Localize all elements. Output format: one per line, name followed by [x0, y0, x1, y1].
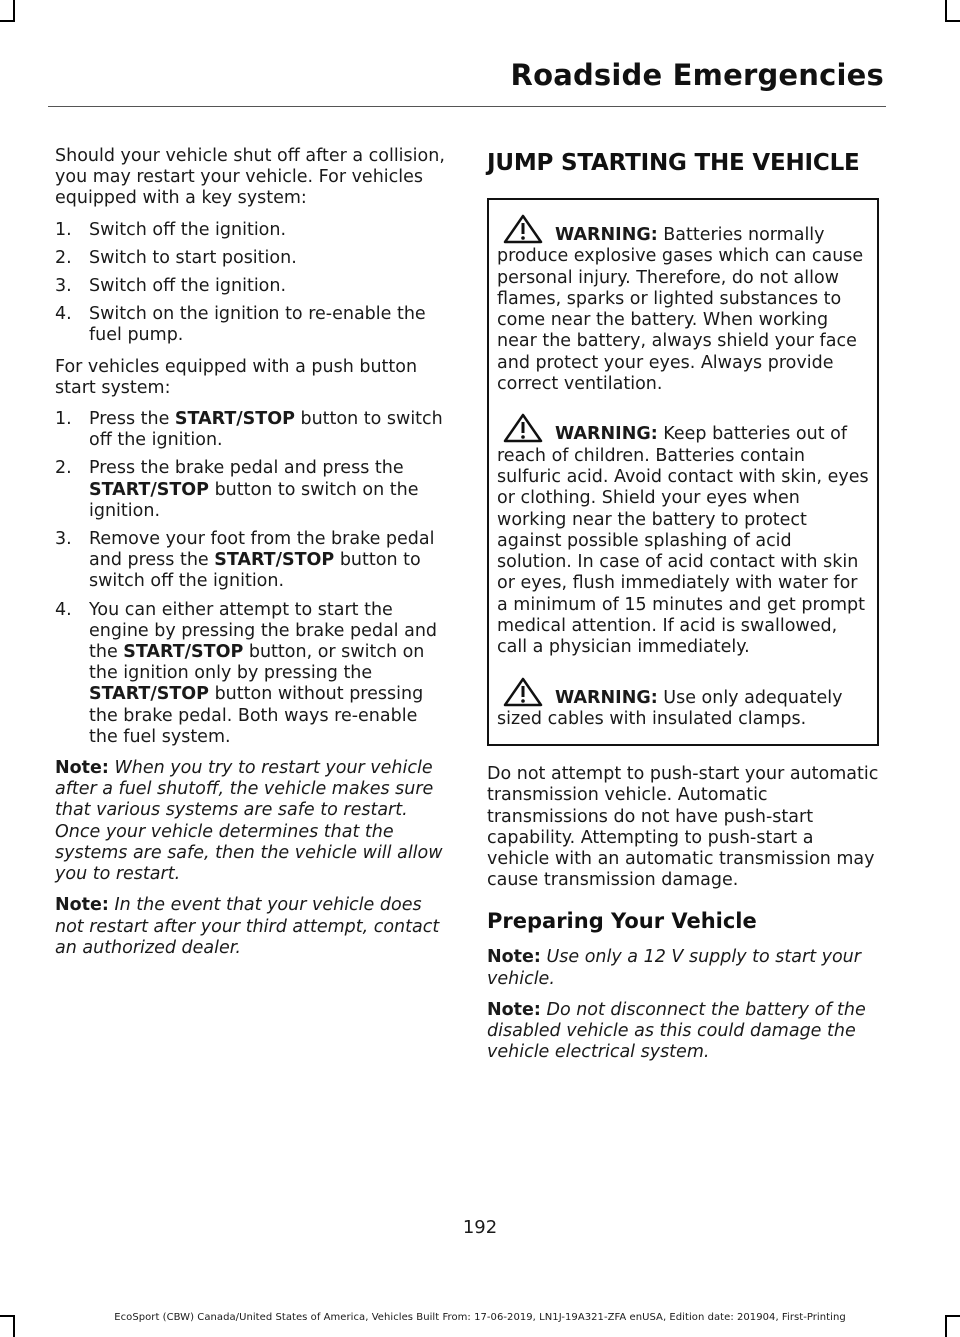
warning-item: WARNING: Keep batteries out of reach of children. Batteries contain sulfuric acid. Avoid contact with skin, eyes or clothing. Shield your eyes when working near the battery to protect against possible splashing of acid solution. In case of acid contact with skin or eyes, flush immediately with water for a minimum of 15 minutes and get prompt medical attention. If acid is swallowed, call a physician immediately.	[497, 413, 869, 658]
list-number: 3.	[55, 529, 72, 550]
note-supply: Note: Use only a 12 V supply to start your vehicle.	[487, 947, 861, 989]
push-button-steps	[55, 409, 447, 748]
list-number: 4.	[55, 304, 72, 325]
list-item	[55, 220, 447, 241]
intro-paragraph: Should your vehicle shut off after a collision, you may restart your vehicle. For vehicles equipped with a key system:	[55, 146, 445, 209]
list-item	[55, 304, 447, 346]
list-number: 1.	[55, 409, 72, 430]
list-item	[55, 600, 447, 748]
page-number: 192	[462, 1217, 498, 1238]
list-number: 4.	[55, 599, 72, 620]
list-item	[55, 248, 447, 269]
note-restart: Note: When you try to restart your vehicle after a fuel shutoff, the vehicle makes sure that various systems are safe to restart. Once your vehicle determines that the systems are safe, then the vehicle will allow you to restart.	[55, 758, 443, 885]
key-system-steps	[55, 220, 447, 347]
list-item	[55, 276, 447, 297]
footer-text: EcoSport (CBW) Canada/United States of America, Vehicles Built From: 17-06-2019, LN1J-19A321-ZFA enUSA, Edition date: 201904, First-Printing	[114, 1312, 846, 1323]
page-title: Roadside Emergencies	[510, 58, 884, 92]
left-column	[55, 146, 447, 969]
subsection-title: Preparing Your Vehicle	[487, 909, 757, 934]
section-title: JUMP STARTING THE VEHICLE	[487, 150, 860, 176]
warning-item: WARNING: Use only adequately sized cables with insulated clamps.	[497, 677, 869, 731]
header-divider	[48, 106, 886, 107]
list-text: Switch off the ignition.	[89, 276, 287, 297]
warning-item: WARNING: Batteries normally produce explosive gases which can cause personal injury. Therefore, do not allow flames, sparks or lighted substances to come near the battery. When working near the battery, always shield your face and protect your eyes. Always provide correct ventilation.	[497, 214, 869, 395]
list-number: 2.	[55, 458, 72, 479]
list-item	[55, 458, 447, 522]
warning-icon	[503, 214, 543, 244]
note-disconnect: Note: Do not disconnect the battery of the disabled vehicle as this could damage the vehicle electrical system.	[487, 999, 866, 1063]
list-text: Remove your foot from the brake pedal and press the START/STOP button to switch off the ignition.	[89, 529, 435, 592]
list-text: Switch to start position.	[89, 247, 297, 268]
list-item	[55, 529, 447, 593]
list-number: 1.	[55, 219, 72, 240]
list-item	[55, 409, 447, 451]
note-dealer: Note: In the event that your vehicle does not restart after your third attempt, contact an authorized dealer.	[55, 895, 440, 958]
list-text: You can either attempt to start the engine by pressing the brake pedal and the START/STOP button, or switch on the ignition only by pressing the START/STOP button without pressing the brake pedal. Both ways re-enable the fuel system.	[89, 599, 438, 747]
list-text: Press the brake pedal and press the START/STOP button to switch on the ignition.	[89, 458, 419, 521]
push-intro-paragraph: For vehicles equipped with a push button start system:	[55, 356, 418, 398]
list-text: Switch off the ignition.	[89, 219, 287, 240]
crop-mark	[0, 20, 15, 22]
crop-mark	[945, 0, 947, 20]
crop-mark	[945, 20, 960, 22]
warning-icon	[503, 677, 543, 707]
list-number: 3.	[55, 276, 72, 297]
warning-icon	[503, 413, 543, 443]
list-number: 2.	[55, 247, 72, 268]
right-column	[487, 144, 879, 1073]
warning-box	[487, 198, 879, 746]
push-start-paragraph: Do not attempt to push-start your automatic transmission vehicle. Automatic transmissions do not have push-start capability. Attempting to push-start a vehicle with an automatic transmission may cause transmission damage.	[487, 764, 879, 891]
list-text: Switch on the ignition to re-enable the fuel pump.	[89, 304, 426, 346]
crop-mark	[13, 0, 15, 20]
list-text: Press the START/STOP button to switch off the ignition.	[89, 409, 443, 451]
